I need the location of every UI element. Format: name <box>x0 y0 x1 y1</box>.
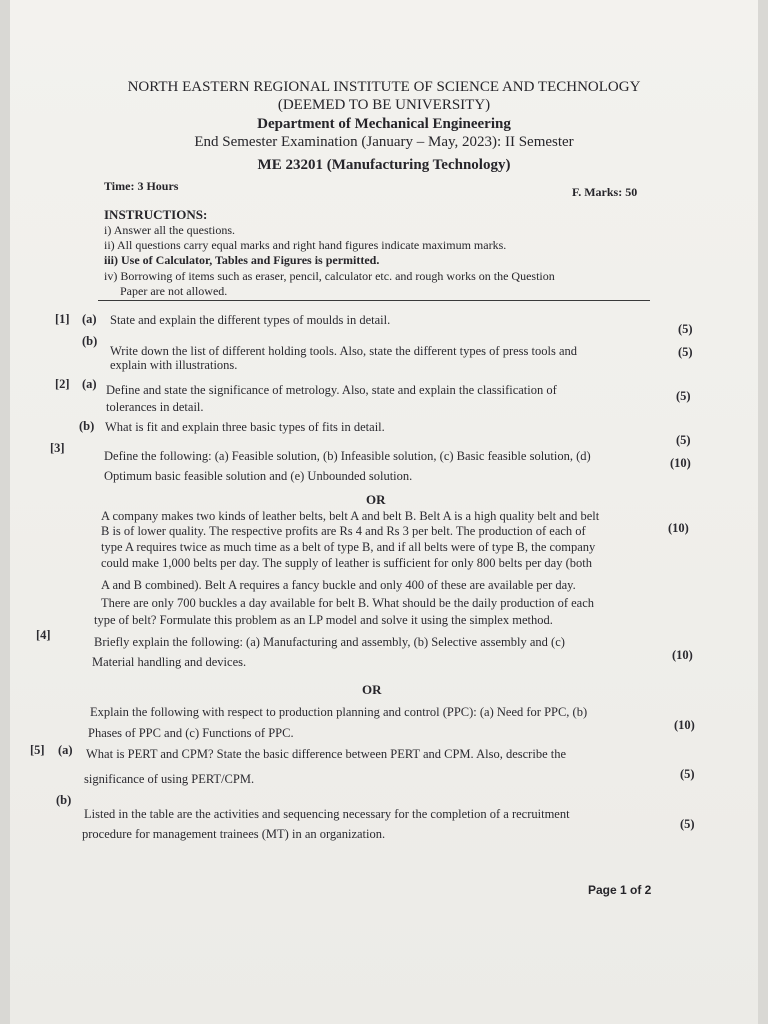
department-name: Department of Mechanical Engineering <box>257 116 511 132</box>
question-text: State and explain the different types of moulds in detail. <box>110 313 391 327</box>
instructions-title: INSTRUCTIONS: <box>104 207 208 222</box>
marks: (5) <box>676 389 691 403</box>
marks: (5) <box>678 345 693 359</box>
question-text: Define and state the significance of metrology. Also, state and explain the classification of <box>106 383 557 397</box>
marks: (10) <box>670 456 691 470</box>
question-text: type of belt? Formulate this problem as an LP model and solve it using the simplex method. <box>94 613 553 627</box>
question-text: Define the following: (a) Feasible solution, (b) Infeasible solution, (c) Basic feasible solution, (d) <box>104 449 591 463</box>
question-number: [5] <box>30 743 45 757</box>
page-number: Page 1 of 2 <box>588 883 652 897</box>
question-text: Phases of PPC and (c) Functions of PPC. <box>88 726 294 740</box>
question-text: B is of lower quality. The respective profits are Rs 4 and Rs 3 per belt. The production of each of <box>101 524 586 538</box>
question-text: There are only 700 buckles a day available for belt B. What should be the daily production of each <box>101 596 595 610</box>
deemed-university: (DEEMED TO BE UNIVERSITY) <box>277 97 491 113</box>
institute-name: NORTH EASTERN REGIONAL INSTITUTE OF SCIENCE AND TECHNOLOGY <box>127 79 641 95</box>
instruction-item: ii) All questions carry equal marks and right hand figures indicate maximum marks. <box>104 238 507 252</box>
question-text: significance of using PERT/CPM. <box>84 772 255 786</box>
instruction-item: i) Answer all the questions. <box>104 223 235 237</box>
marks: (10) <box>674 718 695 732</box>
time-label: Time: 3 Hours <box>104 179 179 193</box>
instruction-item: iv) Borrowing of items such as eraser, pencil, calculator etc. and rough works on the Question <box>104 269 555 283</box>
question-text: What is fit and explain three basic types of fits in detail. <box>105 420 385 434</box>
course-title: ME 23201 (Manufacturing Technology) <box>257 157 511 173</box>
question-text: Explain the following with respect to production planning and control (PPC): (a) Need for PPC, (b) <box>90 705 588 719</box>
question-text: A company makes two kinds of leather belts, belt A and belt B. Belt A is a high quality belt and belt <box>101 509 600 523</box>
instruction-item: Paper are not allowed. <box>120 284 228 298</box>
marks: (5) <box>676 433 691 447</box>
or-separator: OR <box>362 682 382 697</box>
part-label: (a) <box>58 743 73 757</box>
question-number: [2] <box>55 377 70 391</box>
divider <box>98 300 650 301</box>
full-marks: F. Marks: 50 <box>572 185 638 199</box>
question-text: explain with illustrations. <box>110 358 238 372</box>
marks: (5) <box>680 767 695 781</box>
instruction-item: iii) Use of Calculator, Tables and Figures is permitted. <box>104 253 380 267</box>
question-text: Listed in the table are the activities and sequencing necessary for the completion of a recruitment <box>84 807 570 821</box>
question-text: procedure for management trainees (MT) in an organization. <box>82 827 386 841</box>
part-label: (b) <box>82 334 98 348</box>
question-text: A and B combined). Belt A requires a fancy buckle and only 400 of these are available per day. <box>101 578 576 592</box>
question-text: could make 1,000 belts per day. The supply of leather is sufficient for only 800 belts per day (both <box>101 556 592 570</box>
exam-title: End Semester Examination (January – May, 2023): II Semester <box>194 134 574 150</box>
question-text: Briefly explain the following: (a) Manufacturing and assembly, (b) Selective assembly and (c) <box>94 635 565 649</box>
question-number: [3] <box>50 441 65 455</box>
marks: (10) <box>672 648 693 662</box>
question-text: Optimum basic feasible solution and (e) Unbounded solution. <box>104 469 413 483</box>
marks: (5) <box>680 817 695 831</box>
question-number: [4] <box>36 628 51 642</box>
question-text: tolerances in detail. <box>106 400 204 414</box>
marks: (5) <box>678 322 693 336</box>
question-text: Write down the list of different holding tools. Also, state the different types of press tools and <box>110 344 578 358</box>
question-text: type A requires twice as much time as a belt of type B, and if all belts were of type B, the company <box>101 540 596 554</box>
or-separator: OR <box>366 492 386 507</box>
marks: (10) <box>668 521 689 535</box>
question-text: Material handling and devices. <box>92 655 247 669</box>
part-label: (b) <box>79 419 95 433</box>
part-label: (a) <box>82 377 97 391</box>
question-text: What is PERT and CPM? State the basic difference between PERT and CPM. Also, describe the <box>86 747 567 761</box>
question-number: [1] <box>55 312 70 326</box>
part-label: (a) <box>82 312 97 326</box>
part-label: (b) <box>56 793 72 807</box>
